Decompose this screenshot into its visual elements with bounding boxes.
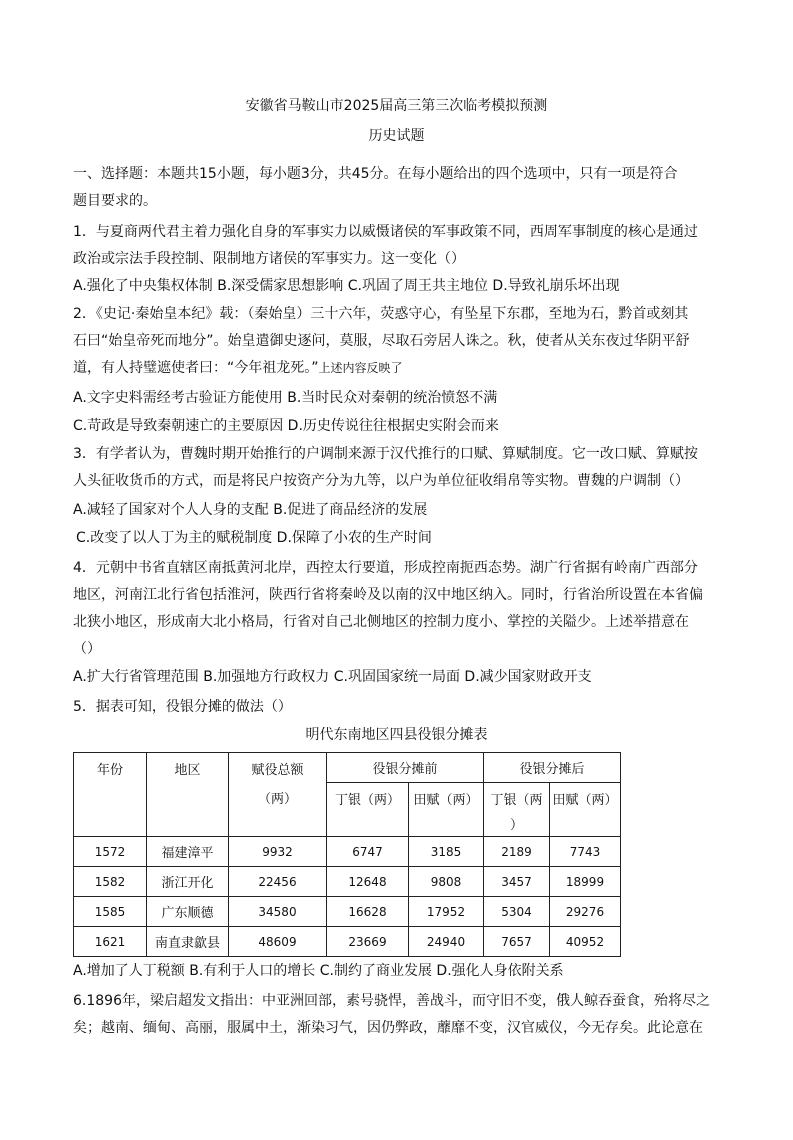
cell-tian-before: 17952 [409,897,484,927]
cell-ding-after: 2189 [484,837,550,867]
cell-ding-before: 12648 [327,867,409,897]
cell-tian-before: 3185 [409,837,484,867]
question-5-options: A.增加了人丁税额 B.有利于人口的增长 C.制约了商业发展 D.强化人身依附关系 [73,963,564,979]
doc-subtitle: 历史试题 [368,128,425,144]
cell-ding-after: 3457 [484,867,550,897]
cell-tian-after: 7743 [550,837,621,867]
question-1-line: 1．与夏商两代君主着力强化自身的军事实力以威慑诸侯的军事政策不同，西周军事制度的核心是通过 [73,224,698,240]
cell-total: 22456 [229,867,327,897]
header-total-line: 赋役总额 [251,763,304,778]
table-row [74,867,621,897]
cell-ding-before: 16628 [327,897,409,927]
question-1-options: A.强化了中央集权体制 B.深受儒家思想影响 C.巩固了周王共主地位 D.导致礼崩乐坏出现 [73,278,620,294]
header-tian-after: 田赋（两） [550,783,621,837]
question-2-line: 石曰“始皇帝死而地分”。始皇遣御史逐问，莫服，尽取石旁居人诛之。秋，使者从关东夜过华阴平舒 [73,333,690,349]
question-3-line: 3．有学者认为，曹魏时期开始推行的户调制来源于汉代推行的口赋、算赋制度。它一改口赋、算赋按 [73,446,698,462]
question-4-line: （） [73,641,101,657]
cell-ding-after: 5304 [484,897,550,927]
table-row [74,897,621,927]
question-4-options: A.扩大行省管理范围 B.加强地方行政权力 C.巩固国家统一局面 D.减少国家财政开支 [73,669,592,685]
header-total-unit: （两） [257,792,297,807]
header-after: 役银分摊后 [484,753,621,783]
question-2-options: C.苛政是导致秦朝速亡的主要原因 D.历史传说往往根据史实附会而来 [73,418,499,434]
question-5-line: 5．据表可知，役银分摊的做法（） [73,699,292,715]
table-row [74,837,621,867]
cell-tian-before: 24940 [409,927,484,957]
cell-tian-before: 9808 [409,867,484,897]
question-2-line-last [73,358,403,378]
cell-total: 48609 [229,927,327,957]
table-row [74,927,621,957]
cell-ding-before: 6747 [327,837,409,867]
question-2-tail: 上述内容反映了 [318,361,403,375]
header-ding-before: 丁银（两） [327,783,409,837]
header-year: 年份 [74,753,147,837]
cell-year: 1621 [74,927,147,957]
question-4-line: 北狭小地区，形成南大北小格局，行省对自己北侧地区的控制力度小、掌控的关隘少。上述举措意在 [73,614,689,630]
cell-ding-after: 7657 [484,927,550,957]
cell-region: 南直隶歙县 [147,927,229,957]
header-tian-before: 田赋（两） [409,783,484,837]
section-header: 一、选择题：本题共15小题，每小题3分，共45分。在每小题给出的四个选项中，只有一项是符合 [73,166,678,182]
question-3-options: C.改变了以人丁为主的赋税制度 D.保障了小农的生产时间 [76,530,432,546]
cell-year: 1572 [74,837,147,867]
cell-year: 1582 [74,867,147,897]
header-ding-after-line: 丁银（两 [490,793,543,808]
question-2-options: A.文字史料需经考古验证方能使用 B.当时民众对秦朝的统治愤怒不满 [73,390,498,406]
question-1-line: 政治或宗法手段控制、限制地方诸侯的军事实力。这一变化（） [73,251,465,267]
cell-tian-after: 40952 [550,927,621,957]
section-header-cont: 题目要求的。 [73,193,157,209]
table-title: 明代东南地区四县役银分摊表 [305,727,488,743]
header-before: 役银分摊前 [327,753,484,783]
cell-region: 福建漳平 [147,837,229,867]
question-2-text: 道，有人持璧遮使者曰：“今年祖龙死。” [73,360,319,376]
question-3-line: 人头征收货币的方式，而是将民户按资产分为九等，以户为单位征收绢帛等实物。曹魏的户调制（） [73,473,689,489]
cell-region: 浙江开化 [147,867,229,897]
question-4-line: 4．元朝中书省直辖区南抵黄河北岸，西控太行要道，形成控南扼西态势。湖广行省据有岭南广西部分 [73,560,698,576]
tax-table [73,752,621,957]
cell-tian-after: 18999 [550,867,621,897]
header-region: 地区 [147,753,229,837]
cell-tian-after: 29276 [550,897,621,927]
question-3-options: A.减轻了国家对个人人身的支配 B.促进了商品经济的发展 [73,502,428,518]
question-6-line: 6.1896年，梁启超发文指出：中亚洲回部，素号骁悍，善战斗，而守旧不变，俄人鲸吞蚕食，殆将尽之 [73,993,710,1009]
cell-year: 1585 [74,897,147,927]
header-total [229,753,327,837]
question-6-line: 矣；越南、缅甸、高丽，服属中土，渐染习气，因仍弊政，蘼靡不变，汉官威仪，今无存矣。此论意在 [73,1020,703,1036]
cell-total: 9932 [229,837,327,867]
header-ding-after [484,783,550,837]
doc-title: 安徽省马鞍山市2025届高三第三次临考模拟预测 [245,98,548,114]
question-4-line: 地区，河南江北行省包括淮河，陕西行省将秦岭及以南的汉中地区纳入。同时，行省治所设置在本省偏 [73,587,703,603]
cell-total: 34580 [229,897,327,927]
cell-ding-before: 23669 [327,927,409,957]
cell-region: 广东顺德 [147,897,229,927]
question-2-line: 2．《史记·秦始皇本纪》载：（秦始皇）三十六年，荧惑守心，有坠星下东郡，至地为石，黔首或刻其 [73,306,689,322]
header-ding-after-close: ） [509,818,523,833]
